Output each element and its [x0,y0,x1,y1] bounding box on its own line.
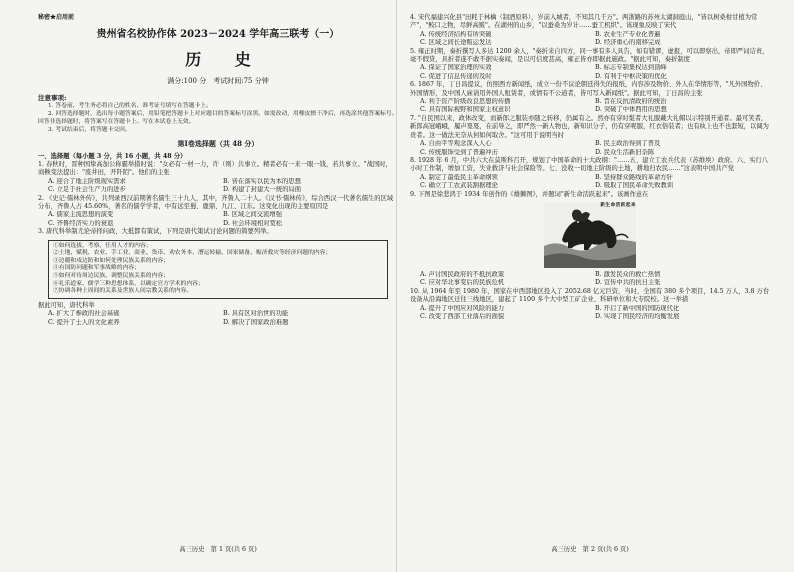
painting-inscription: 新生命活跃起来 [600,202,636,208]
option-c: C. 改变了西部工业落后的面貌 [420,312,505,320]
question-stem: 4. 宋代福建兴化县"田耗于林檎（制酒原料），岁前入城者，不知其几千万"。两浙路的苏州太湖洞庭山，"皆以树桑柑甘植为常产"，"鲛口之物，尽鲜高贩"。在湖州的山乡，"以蚕桑为岁计……蚕工机织"。该现象反映了宋代 [410,14,758,30]
part-heading: 第Ⅰ卷选择题（共 48 分） [177,139,259,149]
options [410,271,770,288]
material-box [48,240,388,299]
question-stem: 1. 春秋时，晋种国挚高加公称霸举措时说："女必有一材一力，许（则）共事立。精者必有一来一眼一钱，若共事立。"战国时，商鞅变法提出："废井田，开阡陌"。他们的主张 [38,161,392,177]
section-heading: 一、选择题（每小题 3 分，共 16 小题，共 48 分） [38,152,187,160]
score-line: 满分:100 分 考试时间:75 分钟 [167,77,269,86]
options [410,305,770,322]
material-line: ④有国防问题和军事战略的内容； [53,265,140,272]
option-a: A. 制定了最低民主革命纲领 [420,173,498,181]
question-5 [410,48,770,82]
lion-painting-image [544,202,636,268]
option-d: D. 民众生活新旧杂陈 [595,148,655,156]
note-item: 3. 考试结束后，将答题卡交回。 [48,127,131,134]
question-stem: 3. 唐代科举制尤论帝择问政，大抵都有策试，下列是唐代策试讨论问题的简要列举。 [38,228,273,236]
option-a: A. 儒家主流思想的演变 [48,211,114,219]
option-c: C. 齐鲁经济实力的衰退 [48,219,114,227]
option-a: A. 保证了国家治理的实效 [420,64,492,72]
option-a: A. 扩大了参政的社会基础 [48,310,120,318]
page-2 [410,14,770,554]
option-a: A. 迎合了地主阶级现实需求 [48,177,126,185]
material-line: ②土地、赋税、农业、手工业、商业、货币、劝农务本、漕运转输、国家储备、赈济救灾等经济问题的内容； [53,250,332,257]
question-6 [410,81,770,115]
option-d: D. 有利于中枢决策的优化 [595,72,667,80]
question-stem: 6. 1867 年，丁日昌提议，仿照西方新闻纸，成立一份不议论朝廷得失的报纸，内容涉及物价、外人在华情形等，"凡外国物价、外国情形，及中国人雇请用外国人租赁者，或情有不公道者，皆可写入新闻纸"。据此可知，丁日昌的主张 [410,81,767,97]
exam-title: 贵州省名校协作体 2023－2024 学年高三联考（一） [96,29,340,41]
question-9 [410,191,770,288]
question-8 [410,157,770,191]
notes-heading: 注意事项: [38,93,67,102]
option-d: D. 解决了国家政治难题 [223,318,289,326]
lion-painting [544,202,636,268]
option-a: A. 利于资产阶级改良思想的传播 [420,98,511,106]
options [410,64,770,81]
notes-section [38,94,398,134]
material-line: ①如何选拔、考察、任用人才的内容； [53,242,152,249]
options [410,174,770,191]
options [410,140,770,157]
option-a: A. 提升了中国应对风险的能力 [420,304,505,312]
option-b: B. 开启了新中国的国防现代化 [595,304,680,312]
material-line: ⑦协调各种土周间的关系及世族人间宗教关系的内容。 [53,288,193,295]
option-b: B. 旨在反抗清政府的统治 [595,98,667,106]
option-b: B. 坚持群众路线的革命方针 [595,173,673,181]
option-c: C. 具有国际视野和国家主权意识 [420,106,511,114]
option-d: D. 宣传中共的抗日主张 [595,279,661,287]
material-line: ⑤如何对待周边民族、调整民族关系的内容； [53,273,169,280]
option-c: C. 促进了信息传递的及时 [420,72,492,80]
subject-title: 历 史 [185,50,265,70]
question-stem: 9. 下图是徐悲鸿于 1934 年创作的《雄狮图》，并题词"新生命活跃起来"。该画作意在 [410,190,649,198]
question-2 [38,195,398,229]
option-b: B. 民主政治得到了普及 [595,140,661,148]
option-d: D. 实现了国民经济的均衡发展 [595,312,680,320]
option-c: C. 传统服饰受到了普遍冲击 [420,148,498,156]
question-7 [410,115,770,157]
question-stem: 5. 雍正时期，奏折撰写人多达 1200 余人，"奏折来自四方，同一事有多人具告，如有错谬、虚报，可以即察出，帝即严词诘责，毫不假贷，具折者遂不敢不据实奏闻，是以可信度甚高，雍正皆亦即据此施政。"据此可知，奏折制度 [410,47,769,64]
material-line: ⑥礼乐道家、儒学三种思想体系，以确定官方学术的内容； [53,280,204,287]
option-c: C. 提升了士人的文化素养 [48,318,120,326]
options [38,211,398,228]
options [410,31,770,48]
option-b: B. 具有区对治世的功能 [223,310,289,318]
option-b: B. 皆在落实以民为本的思想 [223,177,301,185]
question-stem: 10. 从 1964 年至 1980 年，国家在中西部地区投入了 2052.68 亿元巨资，当时，全国有 380 多个项目，14.5 万人，3.8 万台设备从沿海地区迁往三线地区，建起了 1100 多个大中型工矿企业、科研单位和大专院校。这一举措 [410,287,770,304]
option-d: D. 经济重心的南移完成 [595,39,661,47]
question-3 [38,228,398,327]
option-d: D. 突破了中体西用的思想 [595,106,667,114]
options [38,178,398,195]
option-b: B. 农业生产专业化普遍 [595,30,661,38]
option-b: B. 标志专制集权达到顶峰 [595,64,667,72]
option-c: C. 应对华北事变后的民族危机 [420,279,505,287]
question-1 [38,161,398,195]
options [38,310,398,327]
question-10 [410,288,770,322]
page-1 [38,14,398,554]
option-c: C. 立足于社会生产力的进步 [48,186,126,194]
material-line: ③边疆和戍边防和如何处理民族关系的内容； [53,257,169,264]
option-a: A. 声讨国民政府的不抵抗政策 [420,270,505,278]
option-a: A. 自由平等观念深入人心 [420,140,492,148]
option-b: B. 区域之间交流增强 [223,211,283,219]
question-stem: 8. 1928 年 6 月，中共六大在莫斯科召开，规划了中国革命的十大政纲："……五、建立工农兵代表（苏维埃）政府。六、实行八小时工作制，增加工资，失业救济与社会保险等。七、没收一切地主阶级的土地，耕地归农民……"这表明中国共产党 [410,156,769,173]
option-b: B. 激发民众的救亡热情 [595,270,661,278]
options [410,98,770,115]
option-d: D. 构建了封建大一统的局面 [223,186,302,194]
option-a: A. 传统经济结构有所突破 [420,30,492,38]
question-stem: 2. 《史记·儒林外传》，共列录西汉前期著名儒生三十九人，其中，齐鲁人二十人。《汉书·儒林传》，综合西汉一代著名儒生的区域分布，齐鲁人占 45.60%，著名的儒学学者，中有远至蜀、鹿鼎、九江、江东。这变化出现的主要原因是 [38,194,394,211]
secret-label: 秘密★启用前 [38,14,75,21]
question-prompt: 据此可知，唐代科举 [38,301,95,309]
option-c: C. 确立了工农武装割据理论 [420,182,498,190]
question-stem: 7. "自民国以来，政体改变，而新郎之服装亦随之转移，仍属有之。然亦有穿时髦者大礼服戴大礼帽以示特别开通者。最可笑者，新郎高冠峨峨，履声戛戛，在前导之，即严然一新人物也，新知识分子，仍有穿呢服，红衣俗装者；也有纨上也不也套短，以阔为贵者。这一做法无奈从何如何取舍。"这可用于说明当时 [410,114,769,139]
option-d: D. 社会环境相对宽松 [223,219,283,227]
option-c: C. 区域之间长途贩运发达 [420,39,492,47]
note-item: 1. 答卷前，考生务必将自己的姓名、准考证号填写在答题卡上。 [48,103,212,110]
option-d: D. 吸取了国民革命失败教训 [595,182,674,190]
page-footer: 高三历史 第 2 页(共 6 页) [551,545,629,553]
page-footer: 高三历史 第 1 页(共 6 页) [179,545,257,553]
question-4 [410,14,770,48]
note-item: 2. 回答选择题时，选出每小题答案后，用铅笔把答题卡上对应题目的答案标号涂黑。如需改动，用橡皮擦干净后，再选涂其他答案标号。回答非选择题时，将答案写在答题卡上。写在本试卷上无效。 [38,111,398,126]
